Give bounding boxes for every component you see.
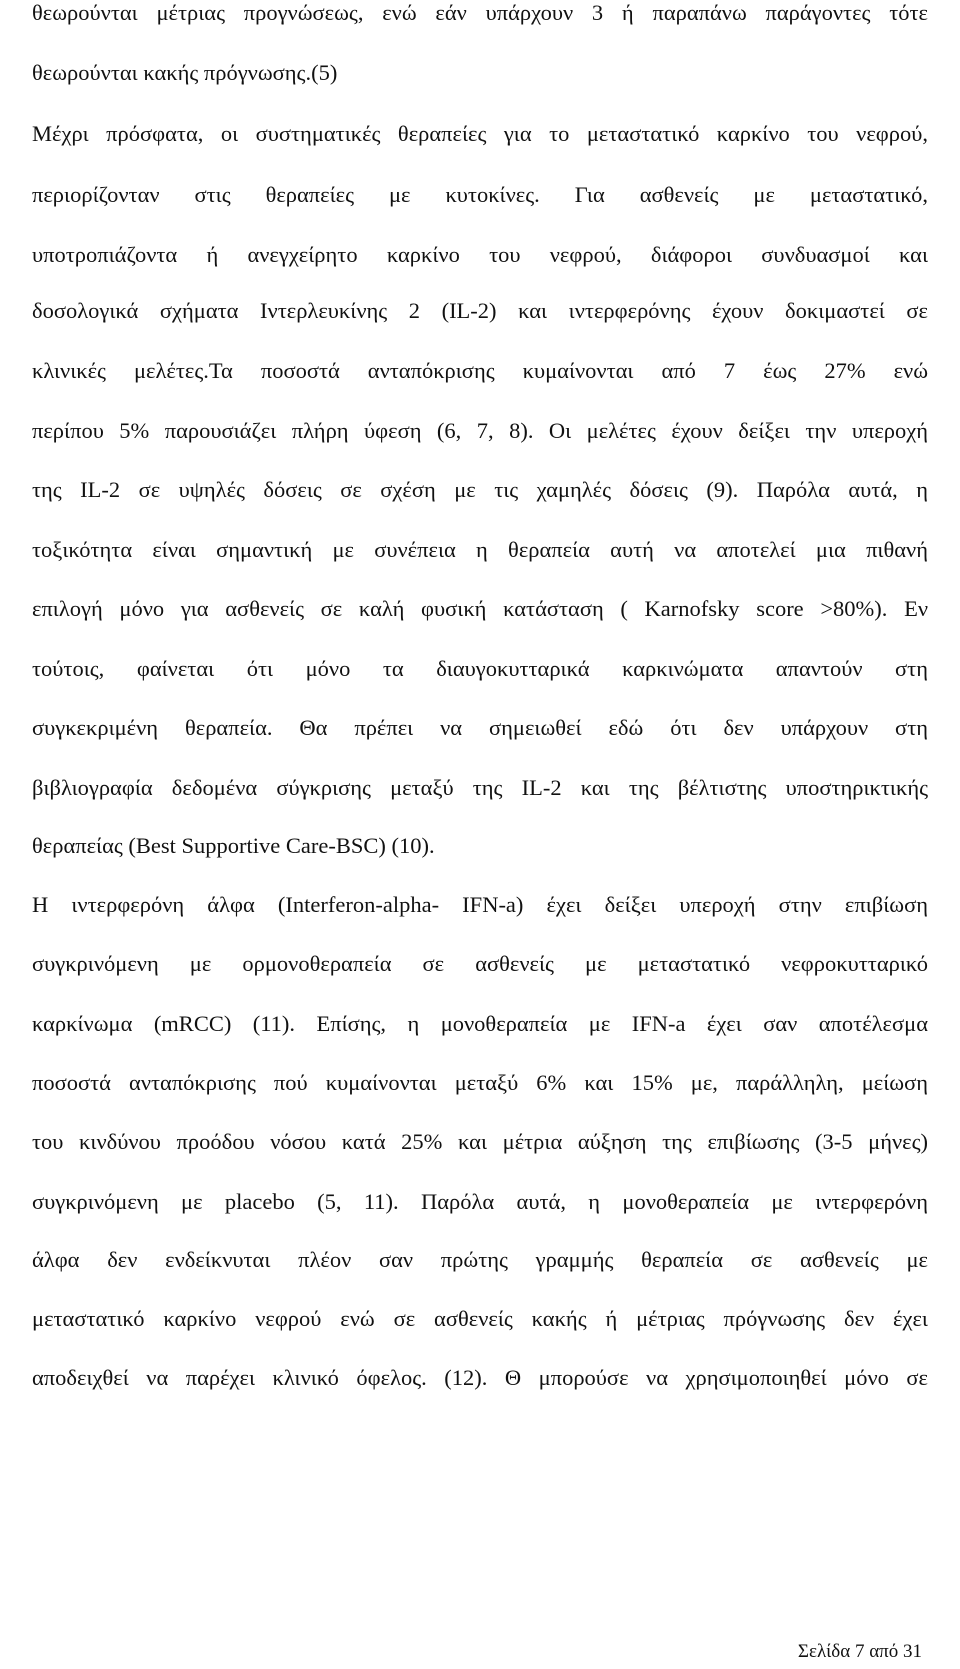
text-line: του κινδύνου προόδου νόσου κατά 25% και μέτρια αύξηση της επιβίωσης (3-5 μήνες)	[32, 1129, 928, 1154]
text-line: περιορίζονταν στις θεραπείες με κυτοκίνες. Για ασθενείς με μεταστατικό,	[32, 182, 928, 207]
text-line: συγκρινόμενη με ορμονοθεραπεία σε ασθενείς με μεταστατικό νεφροκυτταρικό	[32, 951, 928, 976]
text-line: καρκίνωμα (mRCC) (11). Επίσης, η μονοθεραπεία με IFN-a έχει σαν αποτέλεσμα	[32, 1011, 928, 1036]
text-line: επιλογή μόνο για ασθενείς σε καλή φυσική κατάσταση ( Karnofsky score >80%). Εν	[32, 596, 928, 621]
text-line: δοσολογικά σχήματα Ιντερλευκίνης 2 (IL-2) και ιντερφερόνης έχουν δοκιμαστεί σε	[32, 298, 928, 323]
text-line: περίπου 5% παρουσιάζει πλήρη ύφεση (6, 7, 8). Οι μελέτες έχουν δείξει την υπεροχή	[32, 418, 928, 443]
text-line: άλφα δεν ενδείκνυται πλέον σαν πρώτης γραμμής θεραπεία σε ασθενείς με	[32, 1247, 928, 1272]
text-line: μεταστατικό καρκίνο νεφρού ενώ σε ασθενείς κακής ή μέτριας πρόγνωσης δεν έχει	[32, 1306, 928, 1331]
text-line: ποσοστά ανταπόκρισης πού κυμαίνονται μεταξύ 6% και 15% με, παράλληλη, μείωση	[32, 1070, 928, 1095]
text-line: της IL-2 σε υψηλές δόσεις σε σχέση με τις χαμηλές δόσεις (9). Παρόλα αυτά, η	[32, 477, 928, 502]
page-number: Σελίδα 7 από 31	[797, 1641, 922, 1662]
text-line: θεραπείας (Best Supportive Care-BSC) (10).	[32, 833, 435, 858]
text-line: συγκεκριμένη θεραπεία. Θα πρέπει να σημειωθεί εδώ ότι δεν υπάρχουν στη	[32, 715, 928, 740]
text-line: βιβλιογραφία δεδομένα σύγκρισης μεταξύ της IL-2 και της βέλτιστης υποστηρικτικής	[32, 775, 928, 800]
text-line: τοξικότητα είναι σημαντική με συνέπεια η θεραπεία αυτή να αποτελεί μια πιθανή	[32, 537, 928, 562]
text-line: συγκρινόμενη με placebo (5, 11). Παρόλα αυτά, η μονοθεραπεία με ιντερφερόνη	[32, 1189, 928, 1214]
text-line: τούτοις, φαίνεται ότι μόνο τα διαυγοκυτταρικά καρκινώματα απαντούν στη	[32, 656, 928, 681]
text-line: αποδειχθεί να παρέχει κλινικό όφελος. (12). Θ μπορούσε να χρησιμοποιηθεί μόνο σε	[32, 1365, 928, 1390]
text-line: υποτροπιάζοντα ή ανεγχείρητο καρκίνο του νεφρού, διάφοροι συνδυασμοί και	[32, 242, 928, 267]
text-line: Η ιντερφερόνη άλφα (Interferon-alpha- IFN-a) έχει δείξει υπεροχή στην επιβίωση	[32, 892, 928, 917]
text-line: θεωρούνται κακής πρόγνωσης.(5)	[32, 60, 338, 85]
text-line: Μέχρι πρόσφατα, οι συστηματικές θεραπείες για το μεταστατικό καρκίνο του νεφρού,	[32, 121, 928, 146]
text-line: κλινικές μελέτες.Τα ποσοστά ανταπόκρισης κυμαίνονται από 7 έως 27% ενώ	[32, 358, 928, 383]
text-line: θεωρούνται μέτριας προγνώσεως, ενώ εάν υπάρχουν 3 ή παραπάνω παράγοντες τότε	[32, 0, 928, 25]
